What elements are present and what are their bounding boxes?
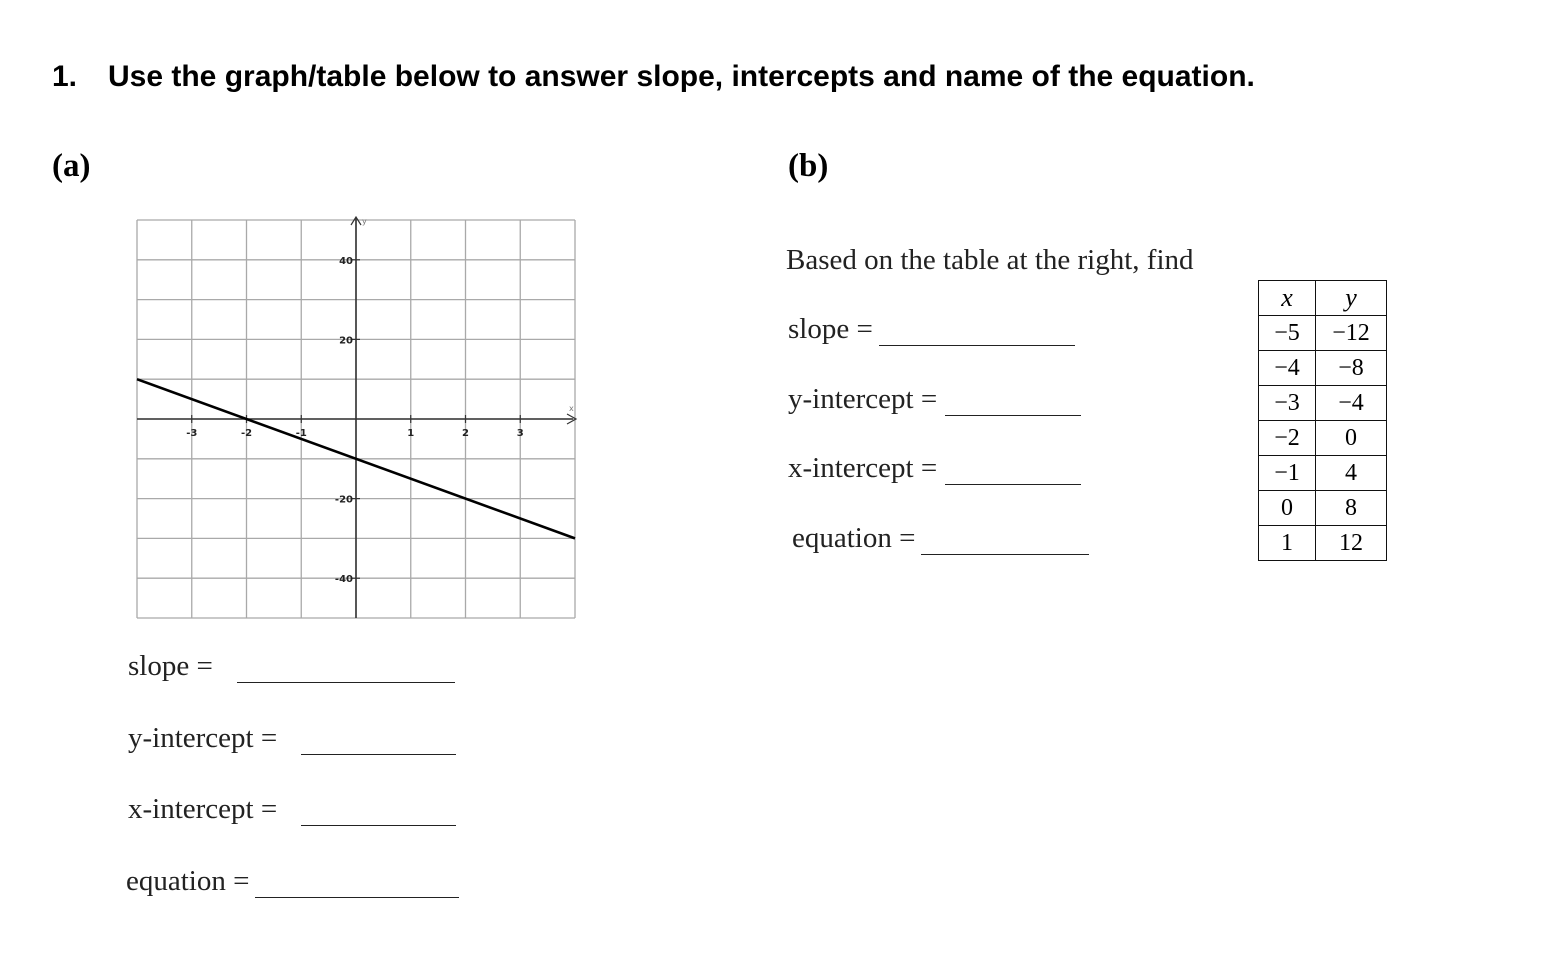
table-cell-x: −2 <box>1259 421 1316 456</box>
table-cell-y: −8 <box>1316 351 1387 386</box>
part-a-x-intercept-blank[interactable] <box>301 824 456 826</box>
table-row <box>1259 456 1387 491</box>
part-b-x-intercept-row <box>788 452 1081 485</box>
x-tick-label: 3 <box>516 428 524 439</box>
x-axis-label: x <box>569 404 574 413</box>
part-b-equation-blank[interactable] <box>921 553 1089 555</box>
table-header-row <box>1259 281 1387 316</box>
table-cell-x: −3 <box>1259 386 1316 421</box>
table-cell-y: 0 <box>1316 421 1387 456</box>
table-row <box>1259 386 1387 421</box>
table-row <box>1259 351 1387 386</box>
part-a-y-intercept-row <box>128 722 456 755</box>
table-cell-y: −4 <box>1316 386 1387 421</box>
part-a-equation-blank[interactable] <box>255 896 459 898</box>
part-b-x-intercept-blank[interactable] <box>945 483 1081 485</box>
xy-table <box>1258 280 1387 561</box>
x-tick-label: -2 <box>240 428 253 439</box>
part-a-equation-label: equation = <box>126 865 250 897</box>
x-tick-label: 1 <box>407 428 415 439</box>
table-cell-y: 4 <box>1316 456 1387 491</box>
x-tick-label: 2 <box>462 428 469 439</box>
part-a-x-intercept-row <box>128 793 456 826</box>
table-header-y: y <box>1316 281 1387 316</box>
part-a-slope-blank[interactable] <box>237 681 455 683</box>
part-a-y-intercept-blank[interactable] <box>301 753 456 755</box>
table-cell-x: −1 <box>1259 456 1316 491</box>
table-row <box>1259 491 1387 526</box>
table-cell-x: 1 <box>1259 526 1316 561</box>
part-b-y-intercept-row <box>788 383 1081 416</box>
table-row <box>1259 316 1387 351</box>
part-b-y-intercept-blank[interactable] <box>945 414 1081 416</box>
part-b-equation-label: equation = <box>792 522 916 554</box>
part-b-equation-row <box>792 522 1089 555</box>
table-cell-x: −4 <box>1259 351 1316 386</box>
question-text: Use the graph/table below to answer slope, intercepts and name of the equation. <box>108 60 1255 93</box>
table-row <box>1259 421 1387 456</box>
part-a-equation-row <box>126 865 459 898</box>
line-graph <box>130 210 590 630</box>
part-a-slope-row <box>128 650 455 683</box>
table-cell-y: 8 <box>1316 491 1387 526</box>
part-a-y-intercept-label: y-intercept = <box>128 722 278 754</box>
part-b-slope-row <box>788 313 1075 346</box>
y-tick-label: -20 <box>334 494 353 506</box>
y-tick-label: 40 <box>339 255 353 267</box>
part-b-slope-label: slope = <box>788 313 873 345</box>
x-tick-label: -3 <box>186 428 198 439</box>
table-cell-y: 12 <box>1316 526 1387 561</box>
x-tick-label: -1 <box>295 428 307 439</box>
table-cell-x: −5 <box>1259 316 1316 351</box>
table-row <box>1259 526 1387 561</box>
y-tick-label: -40 <box>334 574 353 586</box>
part-b-intro: Based on the table at the right, find <box>786 244 1194 276</box>
question-number: 1. <box>52 60 78 93</box>
part-b-y-intercept-label: y-intercept = <box>788 383 938 415</box>
part-a-slope-label: slope = <box>128 650 213 682</box>
part-b-x-intercept-label: x-intercept = <box>788 452 938 484</box>
part-b-slope-blank[interactable] <box>879 344 1075 346</box>
table-cell-y: −12 <box>1316 316 1387 351</box>
part-a-label: (a) <box>52 148 91 184</box>
table-cell-x: 0 <box>1259 491 1316 526</box>
part-b-label: (b) <box>788 148 829 184</box>
part-a-x-intercept-label: x-intercept = <box>128 793 278 825</box>
table-header-x: x <box>1259 281 1316 316</box>
y-axis-label: y <box>362 217 367 226</box>
y-tick-label: 20 <box>339 335 353 347</box>
question-heading <box>52 60 1255 94</box>
